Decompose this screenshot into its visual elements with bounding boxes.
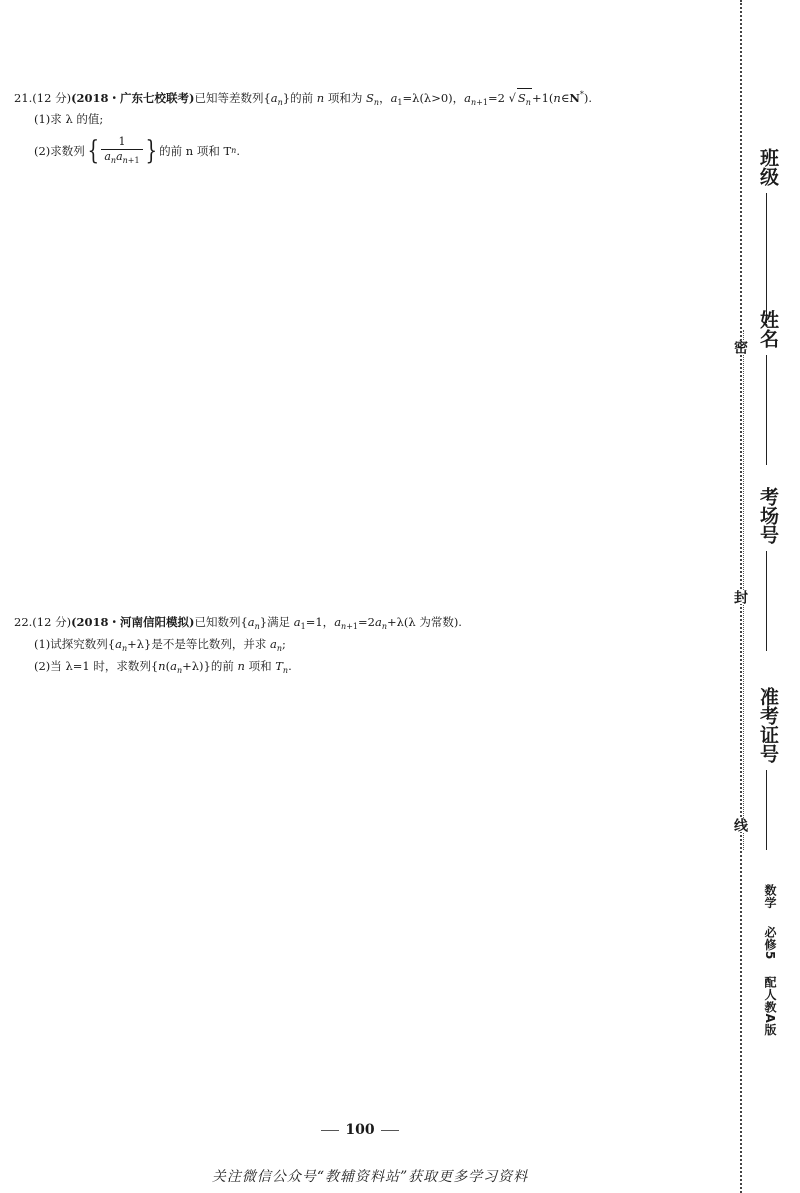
field-name-blank[interactable] (766, 355, 767, 465)
problem-22 (14, 613, 714, 679)
seal-char-feng: 封 (732, 590, 748, 604)
field-class-blank[interactable] (766, 193, 767, 323)
problem-22-stem: 22.(12 分)(2018・河南信阳模拟)已知数列$\{a_n\}$满足 $a_1=1$，$a_{n+1}=2a_n+\lambda(\lambda$ 为常数). (14, 615, 462, 631)
problem-21-source: (2018・广东七校联考) (71, 91, 195, 105)
problem-22-number: 22. (14, 615, 33, 629)
seal-char-xian: 线 (732, 818, 748, 832)
footer-note: 关注微信公众号“教辅资料站”获取更多学习资料 (211, 1169, 529, 1185)
problem-22-part1: (1)试探究数列$\{a_n+\lambda\}$是不是等比数列，并求 $a_n$; (34, 637, 286, 653)
problem-21-number: 21. (14, 91, 33, 105)
problem-22-source: (2018・河南信阳模拟) (71, 615, 195, 629)
field-name[interactable]: 姓名 (760, 310, 782, 465)
field-class[interactable]: 班级 (760, 148, 782, 323)
subject-label: 数学 必修5 配人教A版 (763, 884, 777, 1037)
problem-21 (14, 88, 714, 170)
field-admission-number-blank[interactable] (766, 770, 767, 850)
problem-21-points: (12 分) (32, 91, 72, 105)
problem-22-points: (12 分) (32, 615, 72, 629)
fraction-sequence: { $\frac{1}{a_na_{n+1}}$ } (87, 134, 157, 166)
field-admission-number[interactable]: 准考证号 (760, 687, 782, 850)
problem-21-part2: (2)求数列 { $\frac{1}{a_na_{n+1}}$ } 的前 n 项和 T n . (34, 134, 240, 166)
problem-21-stem: 21.(12 分)(2018・广东七校联考)已知等差数列$\{a_n\}$的前 n 项和为 $S_n$，$a_1=\lambda(\lambda>0)$，$a_{n+1}=2$ √ $S_n+1(n\in N^*)$. (14, 88, 714, 110)
field-exam-room-blank[interactable] (766, 551, 767, 651)
field-exam-room[interactable]: 考场号 (760, 487, 782, 651)
seal-char-mi: 密 (732, 340, 748, 354)
problem-22-part2: (2)当 λ=1 时，求数列$\{n(a_n+\lambda)\}$的前 n 项和 $T_n$. (34, 659, 292, 675)
problem-21-part1: (1)求 λ 的值; (34, 112, 104, 126)
page-number: 100 (0, 1122, 720, 1138)
